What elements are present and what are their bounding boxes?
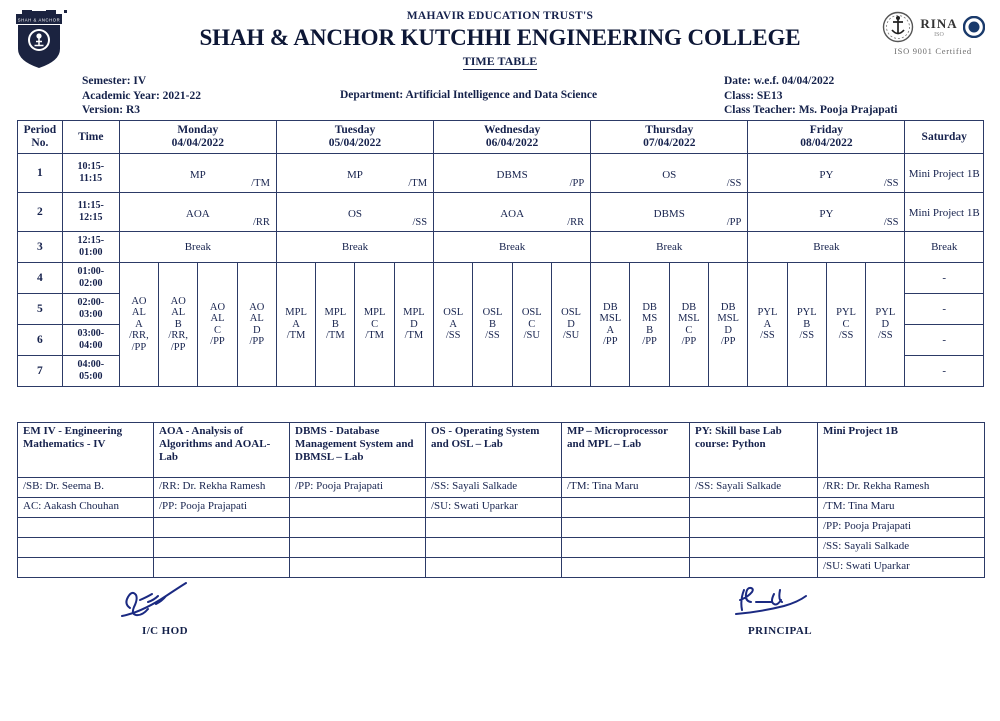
lab-line: /TM <box>286 330 306 342</box>
lab-line: /SS <box>838 330 854 342</box>
lab-line: /PP <box>210 336 225 347</box>
lab-line: D <box>410 318 418 330</box>
lab-line: D <box>724 324 732 336</box>
page-header <box>0 0 1000 116</box>
legend-faculty-cell <box>290 518 426 538</box>
lab-line: C <box>213 324 221 336</box>
principal-signature-block <box>690 578 870 637</box>
principal-label: PRINCIPAL <box>748 625 812 637</box>
lab-slot-fri-a <box>748 263 787 387</box>
lab-line: /PP <box>249 336 265 347</box>
lab-line: /PP <box>603 336 618 347</box>
lab-line: /SS <box>760 330 775 342</box>
lab-line: MSL <box>717 313 739 324</box>
period-time: 02:00- 03:00 <box>62 294 119 325</box>
legend-faculty-cell <box>154 518 290 538</box>
lab-line: AL <box>249 313 264 324</box>
lab-line: PYL <box>796 307 817 319</box>
lab-line: /SS <box>799 330 815 342</box>
lab-line: /SS <box>485 330 500 342</box>
slot-fri-p2: PY /SS <box>748 193 905 232</box>
legend-faculty-cell <box>562 538 690 558</box>
legend-faculty-cell: /PP: Pooja Prajapati <box>290 478 426 498</box>
college-name: SHAH & ANCHOR KUTCHHI ENGINEERING COLLEGE <box>199 25 801 50</box>
legend-header-row <box>18 423 985 478</box>
meta-left <box>82 74 201 118</box>
slot-sat-break: Break <box>905 232 984 263</box>
legend-faculty-cell <box>690 538 818 558</box>
period-time: 04:00- 05:00 <box>62 356 119 387</box>
iso-caption: ISO 9001 Certified <box>894 46 972 56</box>
legend-faculty-cell <box>690 558 818 578</box>
slot-sat-p6: - <box>905 325 984 356</box>
legend-subject-title: OS - Operating System and OSL – Lab <box>426 423 562 478</box>
lab-line: DB <box>642 301 657 313</box>
legend-faculty-cell <box>426 538 562 558</box>
meta-right <box>724 74 897 118</box>
lab-line: /RR, <box>129 330 149 342</box>
legend-row <box>18 538 985 558</box>
legend-faculty-cell <box>562 518 690 538</box>
legend-row <box>18 478 985 498</box>
lab-line: PYL <box>757 307 778 319</box>
lab-line: AL <box>131 307 146 319</box>
legend-faculty-cell: /RR: Dr. Rekha Ramesh <box>818 478 985 498</box>
lab-line: /SU <box>562 330 580 342</box>
class-teacher-label: Class Teacher: Ms. Pooja Prajapati <box>724 104 898 116</box>
lab-line: AO <box>170 295 186 307</box>
period-number: 4 <box>18 263 63 294</box>
rina-anchor-icon <box>881 10 915 44</box>
hod-signature-icon <box>100 578 230 624</box>
lab-slot-thu-a <box>591 263 630 387</box>
legend-faculty-cell <box>290 538 426 558</box>
table-row <box>18 193 984 232</box>
slot-tue-p2: OS /SS <box>276 193 433 232</box>
legend-faculty-cell <box>426 518 562 538</box>
slot-mon-p1: MP /TM <box>119 154 276 193</box>
header-day-thursday: Thursday 07/04/2022 <box>591 121 748 154</box>
legend-faculty-cell: /SS: Sayali Salkade <box>818 538 985 558</box>
lab-line: A <box>292 318 300 330</box>
lab-line: DB <box>681 301 697 313</box>
lab-line: C <box>842 318 850 330</box>
lab-slot-tue-d <box>394 263 433 387</box>
lab-line: A <box>449 318 457 330</box>
period-time: 10:15- 11:15 <box>62 154 119 193</box>
slot-sat-p4: - <box>905 263 984 294</box>
lab-line: AO <box>131 295 147 307</box>
lab-line: PYL <box>836 307 856 319</box>
lab-line: DB <box>720 301 736 313</box>
legend-subject-title: AOA - Analysis of Algorithms and AOAL- Lab <box>154 423 290 478</box>
lab-line: C <box>528 318 536 330</box>
lab-line: B <box>174 318 182 330</box>
lab-line: OSL <box>443 307 464 319</box>
period-time: 01:00- 02:00 <box>62 263 119 294</box>
legend-faculty-cell <box>154 538 290 558</box>
period-number: 6 <box>18 325 63 356</box>
slot-sat-p2: Mini Project 1B <box>905 193 984 232</box>
header-day-monday: Monday 04/04/2022 <box>119 121 276 154</box>
lab-line: /SS <box>878 330 893 342</box>
rina-wordmark: RINA <box>920 16 958 31</box>
lab-line: /PP <box>642 336 657 347</box>
period-number: 2 <box>18 193 63 232</box>
lab-line: AO <box>209 301 226 313</box>
lab-line: OSL <box>521 307 542 319</box>
lab-slot-wed-c <box>512 263 551 387</box>
table-row-break <box>18 232 984 263</box>
hod-label: I/C HOD <box>142 625 188 637</box>
legend-row <box>18 558 985 578</box>
lab-line: A <box>763 318 772 330</box>
lab-line: /PP <box>131 341 147 353</box>
lab-line: OSL <box>561 307 581 319</box>
header-day-tuesday: Tuesday 05/04/2022 <box>276 121 433 154</box>
meta-info <box>0 74 1000 118</box>
slot-thu-break: Break <box>591 232 748 263</box>
period-number: 1 <box>18 154 63 193</box>
lab-line: /PP <box>720 336 736 347</box>
lab-line: B <box>803 318 811 330</box>
header-time: Time <box>62 121 119 154</box>
legend-faculty-cell <box>562 498 690 518</box>
legend-faculty-cell <box>18 558 154 578</box>
accreditation-seal-icon <box>963 16 985 38</box>
lab-slot-fri-c <box>826 263 865 387</box>
legend-faculty-cell <box>154 558 290 578</box>
lab-line: DB <box>603 301 618 313</box>
period-number: 5 <box>18 294 63 325</box>
lab-slot-thu-b <box>630 263 669 387</box>
legend-subject-title: PY: Skill base Lab course: Python <box>690 423 818 478</box>
lab-line: MSL <box>599 313 622 324</box>
lab-slot-mon-b <box>159 263 198 387</box>
lab-line: /PP <box>170 341 186 353</box>
lab-line: C <box>685 324 693 336</box>
period-number: 7 <box>18 356 63 387</box>
slot-wed-break: Break <box>434 232 591 263</box>
document-title: TIME TABLE <box>462 54 538 68</box>
lab-line: AL <box>171 307 186 319</box>
subject-legend-container <box>17 422 984 578</box>
slot-wed-p2: AOA /RR <box>434 193 591 232</box>
subject-legend-table <box>17 422 985 578</box>
legend-faculty-cell <box>562 558 690 578</box>
legend-faculty-cell <box>690 518 818 538</box>
slot-tue-p1: MP /TM <box>276 154 433 193</box>
lab-slot-fri-b <box>787 263 826 387</box>
lab-slot-wed-b <box>473 263 512 387</box>
lab-line: D <box>252 324 261 336</box>
hod-signature-block <box>80 578 250 637</box>
period-time: 11:15- 12:15 <box>62 193 119 232</box>
legend-faculty-cell: /SS: Sayali Salkade <box>426 478 562 498</box>
period-time: 12:15- 01:00 <box>62 232 119 263</box>
lab-line: C <box>371 318 379 330</box>
legend-row <box>18 498 985 518</box>
header-day-friday: Friday 08/04/2022 <box>748 121 905 154</box>
header-day-wednesday: Wednesday 06/04/2022 <box>434 121 591 154</box>
lab-slot-mon-c <box>198 263 237 387</box>
legend-faculty-cell <box>290 498 426 518</box>
slot-sat-p1: Mini Project 1B <box>905 154 984 193</box>
table-row <box>18 263 984 294</box>
lab-slot-mon-a <box>119 263 158 387</box>
slot-tue-break: Break <box>276 232 433 263</box>
lab-line: AL <box>210 313 225 324</box>
lab-line: A <box>135 318 143 330</box>
lab-line: MPL <box>285 307 307 319</box>
lab-slot-wed-a <box>434 263 473 387</box>
legend-faculty-cell: /RR: Dr. Rekha Ramesh <box>154 478 290 498</box>
lab-line: MPL <box>403 307 425 319</box>
effective-date-label: Date: w.e.f. 04/04/2022 <box>724 75 835 87</box>
timetable-header-row <box>18 121 984 154</box>
lab-line: B <box>331 318 339 330</box>
slot-mon-break: Break <box>119 232 276 263</box>
timetable-container <box>17 120 984 387</box>
slot-thu-p1: OS /SS <box>591 154 748 193</box>
legend-faculty-cell <box>290 558 426 578</box>
legend-faculty-cell <box>18 538 154 558</box>
lab-slot-tue-c <box>355 263 394 387</box>
period-time: 03:00- 04:00 <box>62 325 119 356</box>
legend-faculty-cell: /SS: Sayali Salkade <box>690 478 818 498</box>
header-period: Period No. <box>18 121 63 154</box>
lab-line: MS <box>642 313 658 324</box>
legend-faculty-cell: /PP: Pooja Prajapati <box>818 518 985 538</box>
lab-line: AO <box>249 301 265 313</box>
timetable-grid <box>17 120 984 387</box>
lab-line: /SU <box>523 330 540 342</box>
signature-area <box>0 578 1000 648</box>
department-label: Department: Artificial Intelligence and Data Science <box>340 89 598 101</box>
lab-line: A <box>606 324 615 336</box>
table-row <box>18 154 984 193</box>
lab-slot-wed-d <box>551 263 590 387</box>
lab-line: /TM <box>404 330 424 342</box>
legend-subject-title: MP – Microprocessor and MPL – Lab <box>562 423 690 478</box>
legend-row <box>18 518 985 538</box>
lab-line: B <box>646 324 654 336</box>
period-number: 3 <box>18 232 63 263</box>
lab-line: /TM <box>326 330 345 342</box>
semester-label: Semester: IV <box>82 75 147 87</box>
legend-faculty-cell: /PP: Pooja Prajapati <box>154 498 290 518</box>
slot-thu-p2: DBMS /PP <box>591 193 748 232</box>
legend-faculty-cell: /SU: Swati Uparkar <box>818 558 985 578</box>
slot-mon-p2: AOA /RR <box>119 193 276 232</box>
slot-wed-p1: DBMS /PP <box>434 154 591 193</box>
slot-sat-p7: - <box>905 356 984 387</box>
lab-slot-fri-d <box>866 263 905 387</box>
lab-line: OSL <box>482 307 503 319</box>
legend-faculty-cell: /SU: Swati Uparkar <box>426 498 562 518</box>
slot-fri-break: Break <box>748 232 905 263</box>
iso-certification-badge: RINA ISO ISO 9001 Certified <box>870 8 996 64</box>
lab-slot-tue-a <box>276 263 315 387</box>
legend-faculty-cell: /SB: Dr. Seema B. <box>18 478 154 498</box>
legend-subject-title: EM IV - Engineering Mathematics - IV <box>18 423 154 478</box>
lab-line: /SS <box>445 330 461 342</box>
class-label: Class: SE13 <box>724 89 783 102</box>
lab-line: MSL <box>678 313 700 324</box>
legend-faculty-cell <box>18 518 154 538</box>
svg-text:SHAH & ANCHOR: SHAH & ANCHOR <box>17 17 61 23</box>
slot-sat-p5: - <box>905 294 984 325</box>
lab-slot-tue-b <box>316 263 355 387</box>
legend-faculty-cell <box>426 558 562 578</box>
lab-slot-thu-c <box>669 263 708 387</box>
lab-line: MPL <box>324 307 347 319</box>
college-logo <box>8 8 70 70</box>
lab-line: /RR, <box>168 330 188 342</box>
legend-faculty-cell <box>690 498 818 518</box>
lab-line: /TM <box>365 330 384 342</box>
lab-line: MPL <box>363 307 386 319</box>
lab-line: D <box>567 318 575 330</box>
trust-name: MAHAVIR EDUCATION TRUST'S <box>406 10 594 22</box>
lab-line: B <box>488 318 496 330</box>
lab-slot-thu-d <box>709 263 748 387</box>
principal-signature-icon <box>710 578 850 624</box>
lab-line: PYL <box>875 307 896 319</box>
lab-line: /PP <box>681 336 697 347</box>
academic-year-label: Academic Year: 2021-22 <box>82 89 202 102</box>
legend-faculty-cell: /TM: Tina Maru <box>818 498 985 518</box>
header-day-saturday: Saturday <box>905 121 984 154</box>
legend-faculty-cell: /TM: Tina Maru <box>562 478 690 498</box>
lab-slot-mon-d <box>237 263 276 387</box>
legend-subject-title: DBMS - Database Management System and DBMSL – Lab <box>290 423 426 478</box>
lab-line: D <box>881 318 890 330</box>
legend-faculty-cell: AC: Aakash Chouhan <box>18 498 154 518</box>
legend-subject-title: Mini Project 1B <box>818 423 985 478</box>
version-label: Version: R3 <box>82 104 141 116</box>
slot-fri-p1: PY /SS <box>748 154 905 193</box>
